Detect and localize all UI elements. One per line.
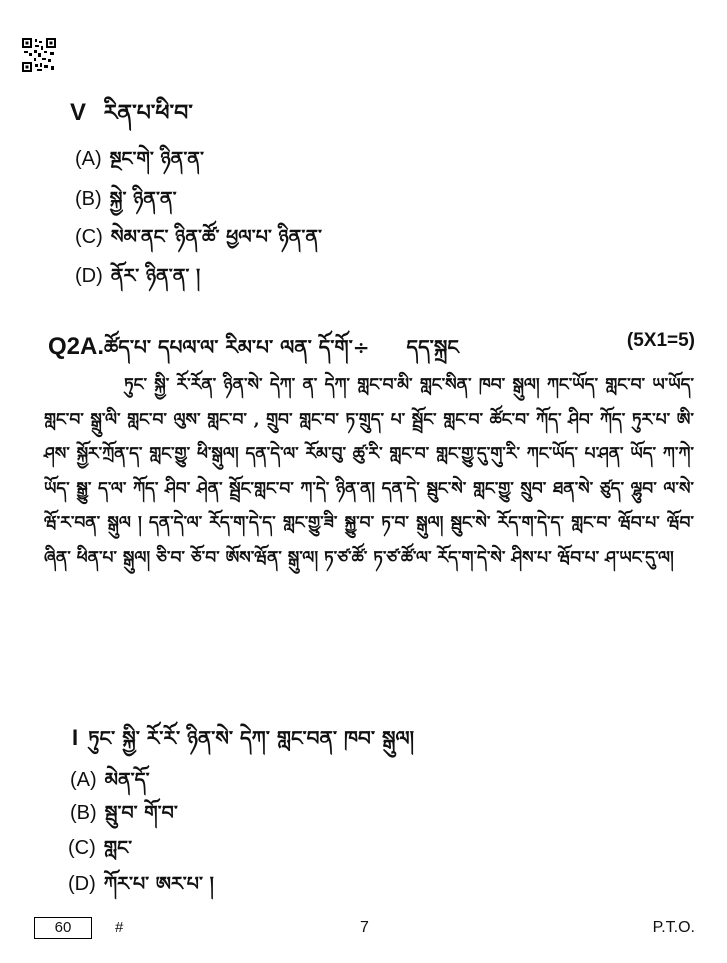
option-text: གླང་: [103, 837, 133, 859]
option-label: (B): [70, 802, 97, 824]
option-text: མེན་དོ་: [104, 769, 150, 791]
page-number: 7: [360, 919, 369, 936]
paper-code-box: 60: [34, 917, 92, 939]
q2-id: Q2A.: [48, 333, 105, 360]
footer-hash: #: [115, 919, 124, 936]
option-label: (C): [75, 226, 103, 248]
option-text: སྐྱེ་ ཉིན་ན་: [109, 188, 177, 210]
option-text: ཀོར་པ་ ཨར་པ་ །: [103, 873, 214, 895]
option-d[interactable]: [75, 254, 200, 308]
question-prompt: རིན་པ་ཕི་བ་: [103, 100, 193, 126]
option-text: སེམ་ནང་ ཉིན་ཚོ་ ཕྱལ་པ་ ཉིན་ན་: [110, 226, 322, 248]
pto-label: P.T.O.: [652, 919, 695, 936]
qr-code-icon: [22, 38, 56, 72]
option-label: (C): [68, 837, 96, 859]
q2-subtitle: དད་སྐྲང: [406, 335, 459, 359]
option-label: (D): [75, 265, 103, 287]
option-label: (A): [75, 148, 102, 170]
option-text: སྔང་གེ་ ཉིན་ན་: [109, 148, 204, 170]
sub-question-number: I: [72, 725, 79, 750]
option-text: ནོར་ ཉིན་ན་ །: [110, 265, 201, 287]
option-label: (A): [70, 769, 97, 791]
q2-title: ཚོད་པ་ དཔལ་ལ་ རིམ་པ་ ལན་ དོ་གོ་÷: [104, 335, 370, 359]
q2-marks: (5X1=5): [626, 330, 695, 351]
sub-question-prompt: ཏུང་ སྐྱི་ རོ་རོ་ ཉིན་སེ་ དེཀ་ གླང་བན་ ཁབ་ སྒུལ།: [88, 726, 415, 750]
sub-option-d[interactable]: [68, 862, 214, 916]
option-text: སྦུ་བ་ གོ་བ་: [104, 802, 178, 824]
question-number: V: [70, 99, 87, 126]
option-label: (D): [68, 873, 96, 895]
reading-passage: ཏུང་ སྐྱི་ རོ་རོན་ ཉིན་སེ་ དེཀ་ ན་ དེཀ་ གླང་བ་མི་ གླང་སིན་ ཁབ་ སྒུལ། ཀང་ཡོད་ གླང་བ་ ཡ་ཡོད་ གླང་བ་ སྒྲུ་ལི་ གླང་བ་ ལུས་ གླང་བ་ , གྲུབ་ གླང་བ་ ཏ་གྲུད་ པ་ སྦྲོང་ གླང་བ་ ཚོང་བ་ ཀོད་ ཤིབ་ ཀོད་ ཏུར་པ་ ཨི་ཤས་ སྐྱོར་ཀྲོན་ད་ གླང་གྱུ་ ཕི་སྒུལ། དན་དེ་ལ་ རོམ་བུ་ ཚུ་རི་ གླང་བ་ གླང་གྱུ་དུ་གུ་རི་ ཀང་ཡོད་ པ་ཤན་ ཡོད་ ཀ་ཀེ་ ཡོད་ སྒྱུ་ ད་ལ་ ཀོད་ ཤིབ་ ཤེན་ སྦྲོང་གླང་བ་ ཀ་དེ་ ཉིན་ན། དན་དེ་ སྦུང་སེ་ གླང་གྱུ་ སྲུབ་ ཐན་སེ་ ཙུད་ ལྷུབ་ ལ་སེ་ ཝོ་ར་བན་ སྒུལ ། དན་དེ་ལ་ རོད་ག་དེ་ད་ གླང་གྱུ་ཟི་ སྐྱུ་བ་ ཏ་བ་ སྒུལ། སྦུང་སེ་ རོད་ག་དེ་ད་ གླང་བ་ ཝོབ་པ་ ཝོབ་ཞིན་ ཕིན་པ་ སྒུལ། ཅི་བ་ ཅོ་བ་ ཨོས་ཝོན་ སྒུ་ལ། ཏ་ཙ་ཚོ་ ཏ་ཙ་ཚོ་ལ་ རོད་ག་དེ་སེ་ ཤིས་པ་ ཝོབ་པ་ ཤ་ཡང་དུ་ལ།: [44, 375, 694, 568]
option-label: (B): [75, 188, 102, 210]
